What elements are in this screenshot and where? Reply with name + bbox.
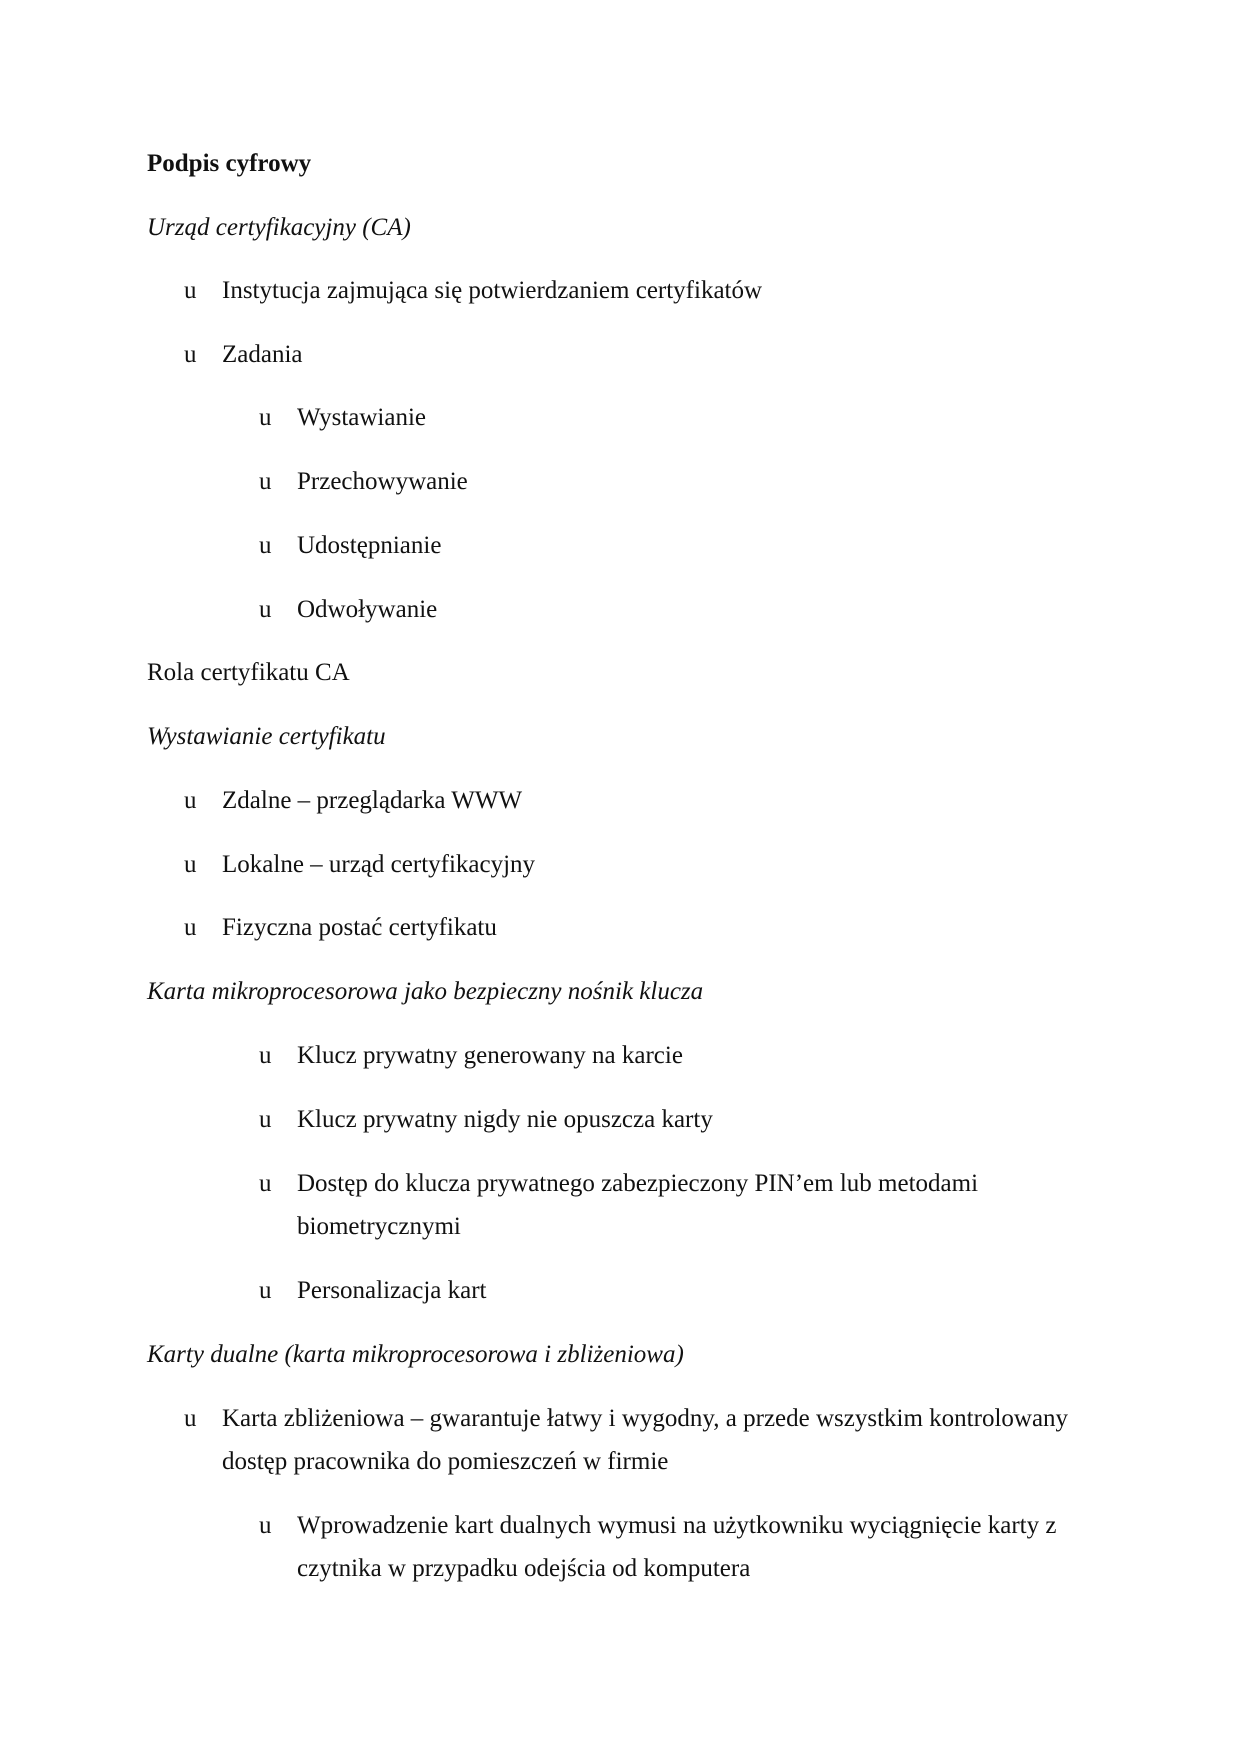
bullet-marker: u	[259, 1277, 272, 1304]
ca-item-institution: Instytucja zajmująca się potwierdzaniem certyfikatów	[222, 277, 763, 304]
task-item: Przechowywanie	[297, 468, 468, 495]
bullet-marker: u	[259, 532, 272, 559]
card-item: Klucz prywatny generowany na karcie	[297, 1042, 683, 1069]
bullet-marker: u	[184, 277, 197, 304]
dual-card-item: Karta zbliżeniowa – gwarantuje łatwy i wygodny, a przede wszystkim kontrolowany dostęp pracownika do pomieszczeń w firmie	[222, 1405, 1069, 1475]
task-item: Udostępnianie	[297, 532, 442, 559]
task-item: Wystawianie	[297, 404, 427, 431]
dual-card-subitem: Wprowadzenie kart dualnych wymusi na użytkowniku wyciągnięcie karty z czytnika w przypadku odejścia od komputera	[297, 1512, 1057, 1582]
bullet-marker: u	[184, 1405, 197, 1432]
issuing-item: Fizyczna postać certyfikatu	[222, 914, 497, 941]
bullet-marker: u	[184, 341, 197, 368]
bullet-marker: u	[259, 468, 272, 495]
issuing-item: Lokalne – urząd certyfikacyjny	[222, 851, 536, 878]
bullet-marker: u	[184, 787, 197, 814]
bullet-marker: u	[259, 404, 272, 431]
ca-item-tasks: Zadania	[222, 341, 303, 368]
bullet-marker: u	[259, 1512, 272, 1539]
card-item: Klucz prywatny nigdy nie opuszcza karty	[297, 1106, 713, 1133]
heading-dualne: Karty dualne (karta mikroprocesorowa i zbliżeniowa)	[147, 1341, 684, 1368]
card-item: Personalizacja kart	[297, 1277, 487, 1304]
bullet-marker: u	[259, 1042, 272, 1069]
card-item: Dostęp do klucza prywatnego zabezpieczony PIN’em lub metodami biometrycznymi	[297, 1170, 979, 1240]
bullet-marker: u	[184, 851, 197, 878]
issuing-item: Zdalne – przeglądarka WWW	[222, 787, 523, 814]
bullet-marker: u	[259, 596, 272, 623]
bullet-marker: u	[184, 914, 197, 941]
heading-rola: Rola certyfikatu CA	[147, 659, 350, 686]
bullet-marker: u	[259, 1106, 272, 1133]
heading-karta: Karta mikroprocesorowa jako bezpieczny nośnik klucza	[147, 978, 704, 1005]
heading-ca: Urząd certyfikacyjny (CA)	[147, 214, 411, 241]
document-title: Podpis cyfrowy	[147, 150, 312, 177]
task-item: Odwoływanie	[297, 596, 438, 623]
heading-wystawianie: Wystawianie certyfikatu	[147, 723, 386, 750]
bullet-marker: u	[259, 1170, 272, 1197]
